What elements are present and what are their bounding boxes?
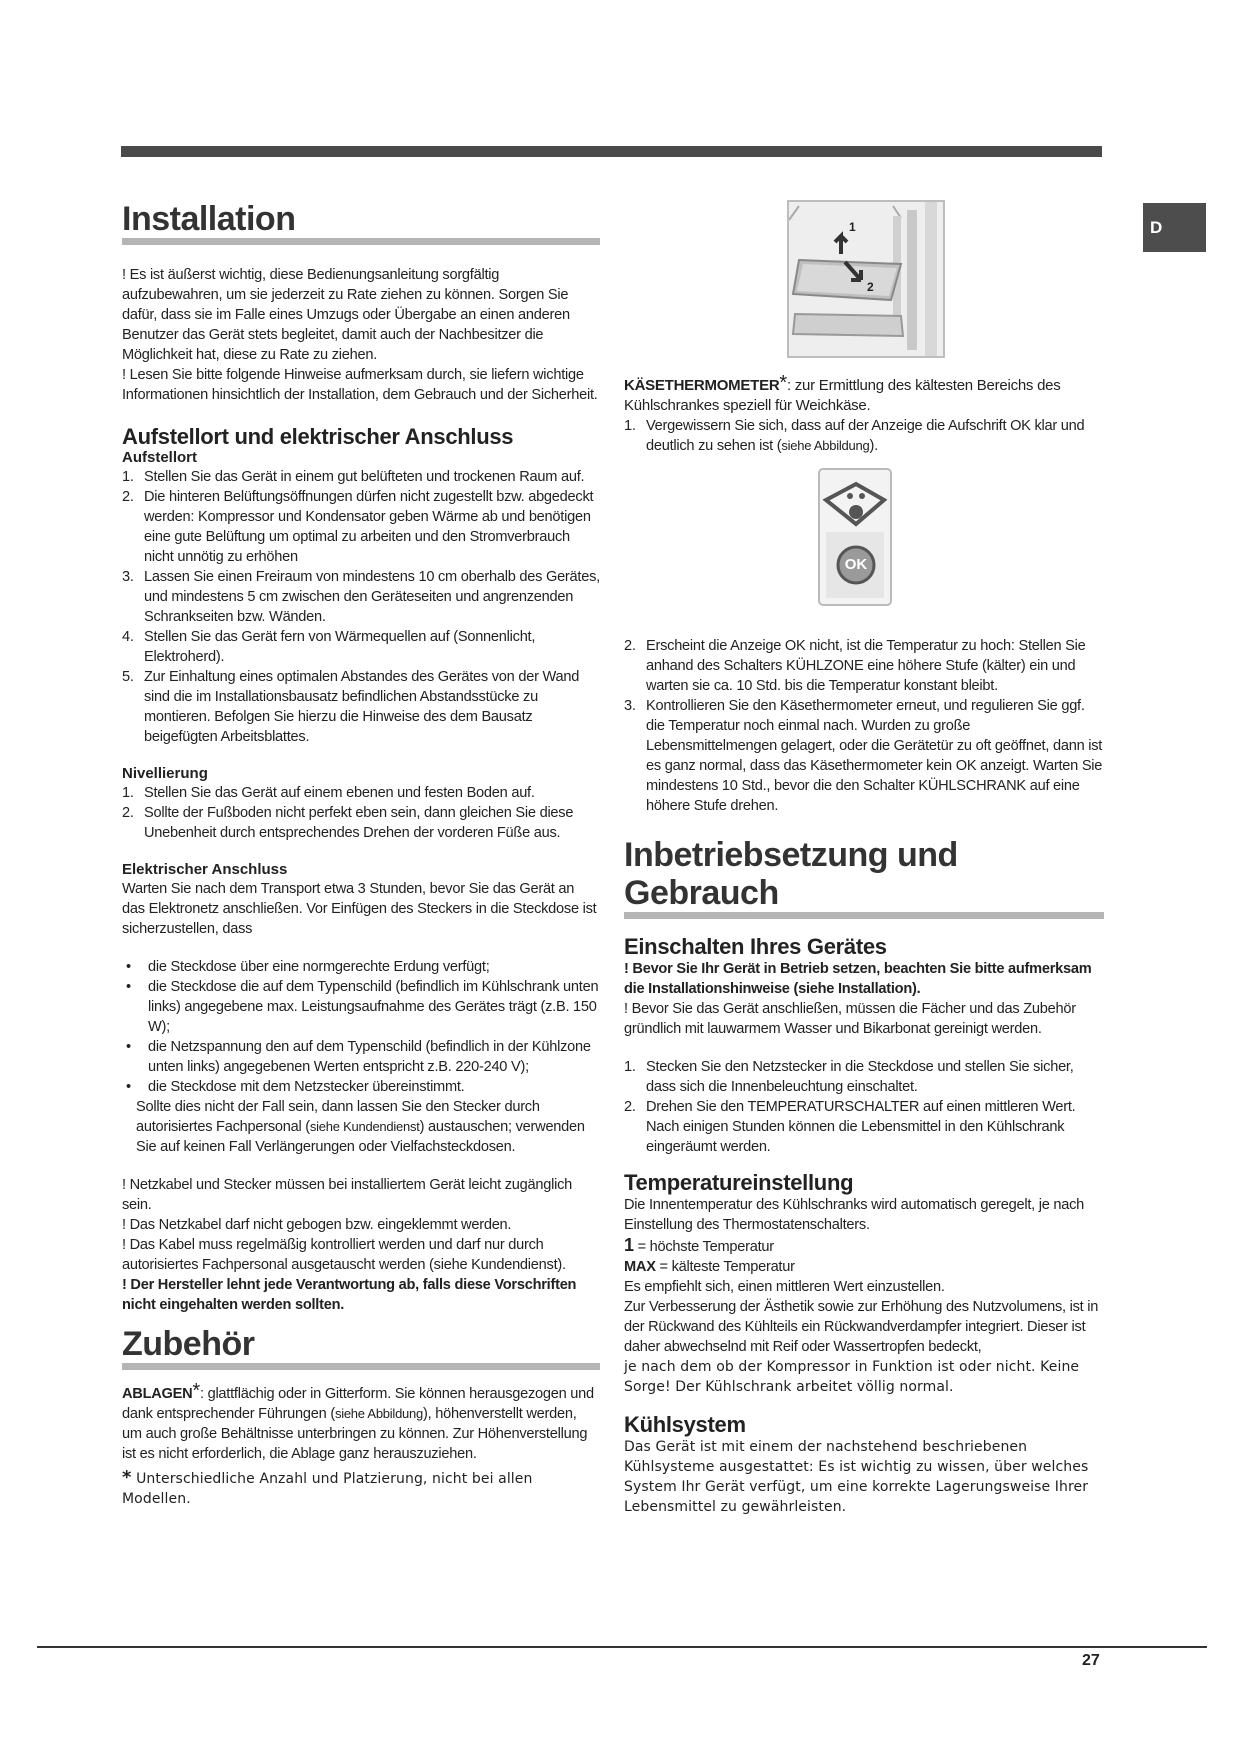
bullet-item: • die Steckdose über eine normgerechte Erdung verfügt; — [122, 957, 600, 977]
warning-text: ! Das Kabel muss regelmäßig kontrolliert werden und darf nur durch autorisiertes Fachpersonal ausgetauscht werden (siehe Kundendienst). — [122, 1237, 566, 1273]
temp-level-1: 1 = höchste Temperatur — [624, 1235, 774, 1255]
bullet-item: • die Steckdose mit dem Netzstecker übereinstimmt. — [122, 1077, 600, 1097]
einschalten-text: ! Bevor Sie das Gerät anschließen, müssen die Fächer und das Zubehör gründlich mit lauwarmem Wasser und Bikarbonat gereinigt werden. — [624, 1001, 1076, 1037]
kaese-list-1 — [624, 416, 1104, 456]
section-title-line: Gebrauch — [624, 874, 779, 912]
header-bar — [121, 146, 1102, 157]
section-title-inbetriebsetzung — [624, 836, 1104, 919]
thermometer-figure — [818, 468, 892, 606]
section-title-installation: Installation — [122, 200, 600, 245]
right-column — [624, 200, 1104, 1517]
ok-indicator-label: OK — [844, 556, 868, 573]
anschluss-bullets — [122, 957, 600, 1097]
list-item: 1. Stellen Sie das Gerät auf einem ebenen und festen Boden auf. — [122, 785, 535, 801]
nivellierung-list — [122, 783, 600, 843]
section-title-zubehoer: Zubehör — [122, 1325, 600, 1370]
footnote: * Unterschiedliche Anzahl und Platzierung, nicht bei allen Modellen. — [122, 1467, 533, 1507]
subheading-nivellierung: Nivellierung — [122, 765, 208, 782]
subheading-aufstellort: Aufstellort — [122, 449, 197, 466]
list-item: 2. Erscheint die Anzeige OK nicht, ist die Temperatur zu hoch: Stellen Sie anhand des Schalters KÜHLZONE eine höhere Stufe (kälter) ein und warten sie ca. 10 Std. bis die Temperatur konstant bleibt. — [624, 638, 1086, 694]
language-tab — [1143, 203, 1206, 252]
temp-text: Die Innentemperatur des Kühlschranks wird automatisch geregelt, je nach Einstellung des Thermostatenschalters. — [624, 1197, 1085, 1233]
shelf-figure — [787, 200, 945, 358]
page-number: 27 — [1082, 1652, 1100, 1669]
intro-paragraph: ! Es ist äußerst wichtig, diese Bedienungsanleitung sorgfältig aufzubewahren, um sie jederzeit zu Rate ziehen zu können. Sorgen Sie dafür, dass sie im Falle eines Umzugs oder Übergabe an einen anderen Benutzer das Gerät stets begleitet, damit auch der Nachbesitzer die Möglichkeit hat, diese zu Rate zu ziehen. — [122, 267, 570, 363]
intro-paragraph: ! Lesen Sie bitte folgende Hinweise aufmerksam durch, sie liefern wichtige Informationen hinsichtlich der Installation, dem Gebrauch und der Sicherheit. — [122, 367, 598, 403]
subheading-elektrischer-anschluss: Elektrischer Anschluss — [122, 861, 288, 878]
heading-einschalten: Einschalten Ihres Gerätes — [624, 934, 887, 959]
list-item: 1. Vergewissern Sie sich, dass auf der Anzeige die Aufschrift OK klar und deutlich zu sehen ist (siehe Abbildung). — [624, 418, 1085, 454]
bullet-item: • die Steckdose die auf dem Typenschild (befindlich im Kühlschrank unten links) angegebene max. Leistungsaufnahme des Gerätes trägt (z.B. 150 W); — [122, 977, 600, 1037]
heading-kuehlsystem: Kühlsystem — [624, 1412, 746, 1437]
stecker-text: Sollte dies nicht der Fall sein, dann lassen Sie den Stecker durch autorisiertes Fachpersonal (siehe Kundendienst) austauschen; verwenden Sie auf keinen Fall Verlängerungen oder Vielfachsteckdosen. — [136, 1099, 585, 1155]
language-tab-label: D — [1150, 217, 1163, 237]
section-title-line: Inbetriebsetzung und — [624, 836, 958, 874]
heading-temperatureinstellung: Temperatureinstellung — [624, 1170, 854, 1195]
abbildung-link[interactable]: siehe Abbildung — [781, 438, 870, 453]
kuehl-text: Das Gerät ist mit einem der nachstehend beschriebenen Kühlsysteme ausgestattet: Es ist wichtig zu wissen, über welches System Ihr Gerät verfügt, um eine korrekte Lagerungsweise Ihrer Lebensmittel zu gewährleisten. — [624, 1439, 1089, 1515]
figure-label: 1 — [849, 220, 856, 234]
ablagen-text: ABLAGEN*: glattflächig oder in Gitterform. Sie können herausgezogen und dank entsprechender Führungen (siehe Abbildung), höhenverstellt werden, um auch große Behältnisse unterbringen zu können. Zur Höhenverstellung ist es nicht erforderlich, die Ablage ganz herauszuziehen. — [122, 1380, 594, 1462]
warning-text: ! Das Netzkabel darf nicht gebogen bzw. eingeklemmt werden. — [122, 1217, 512, 1233]
temp-level-max: MAX = kälteste Temperatur — [624, 1259, 795, 1275]
shelf-illustration — [789, 202, 943, 356]
aufstellort-list — [122, 467, 600, 747]
thermometer-illustration — [818, 468, 892, 606]
einschalten-list — [624, 1057, 1104, 1157]
list-item: 5. Zur Einhaltung eines optimalen Abstandes des Gerätes von der Wand sind die im Installationsbausatz befindlichen Abstandsstücke zu montieren. Befolgen Sie hierzu die Hinweise des dem Bausatz beigefügten Arbeitsblattes. — [122, 669, 580, 745]
elektrisch-text: Warten Sie nach dem Transport etwa 3 Stunden, bevor Sie das Gerät an das Elektronetz anschließen. Vor Einfügen des Steckers in die Steckdose ist sicherzustellen, dass — [122, 881, 597, 937]
temp-more: Zur Verbesserung der Ästhetik sowie zur Erhöhung des Nutzvolumens, ist in der Rückwand des Kühlteils ein Rückwandverdampfer integriert. Dieser ist daher abwechselnd mit Reif oder Wassertropfen bedeckt, — [624, 1299, 1099, 1355]
temp-more: Es empfiehlt sich, einen mittleren Wert einzustellen. — [624, 1279, 945, 1295]
warning-bold: ! Der Hersteller lehnt jede Verantwortung ab, falls diese Vorschriften nicht eingehalten werden sollten. — [122, 1277, 577, 1313]
temp-more-2: je nach dem ob der Kompressor in Funktion ist oder nicht. Keine Sorge! Der Kühlschrank arbeitet völlig normal. — [624, 1359, 1080, 1395]
intro — [122, 265, 600, 405]
abbildung-link[interactable]: siehe Abbildung — [334, 1406, 423, 1421]
kaesethermometer-text: KÄSETHERMOMETER*: zur Ermittlung des kältesten Bereichs des Kühlschrankes speziell für Weichkäse. — [624, 372, 1061, 414]
einschalten-bold: ! Bevor Sie Ihr Gerät in Betrieb setzen, beachten Sie bitte aufmerksam die Installationshinweise (siehe Installation). — [624, 961, 1092, 997]
list-item: 3. Kontrollieren Sie den Käsethermometer erneut, und regulieren Sie ggf. die Temperatur noch einmal nach. Wurden zu große Lebensmittelmengen gelagert, oder die Gerätetür zu oft geöffnet, dann ist es ganz normal, dass das Käsethermometer kein OK anzeigt. Warten Sie mindestens 10 Std., bevor die den Schalter KÜHLSCHRANK auf eine höhere Stufe drehen. — [624, 698, 1103, 814]
list-item: 2. Die hinteren Belüftungsöffnungen dürfen nicht zugestellt bzw. abgedeckt werden: Kompressor und Kondensator geben Wärme ab und benötigen eine gute Belüftung um optimal zu arbeiten und den Stromverbrauch nicht unnötig zu erhöhen — [122, 489, 594, 565]
heading-aufstellort-anschluss: Aufstellort und elektrischer Anschluss — [122, 424, 514, 449]
warning-text: ! Netzkabel und Stecker müssen bei installiertem Gerät leicht zugänglich sein. — [122, 1177, 573, 1213]
list-item: 4. Stellen Sie das Gerät fern von Wärmequellen auf (Sonnenlicht, Elektroherd). — [122, 629, 536, 665]
kaese-list-2 — [624, 636, 1104, 816]
kundendienst-link[interactable]: siehe Kundendienst — [309, 1119, 420, 1134]
list-item: 1. Stecken Sie den Netzstecker in die Steckdose und stellen Sie sicher, dass sich die Innenbeleuchtung einschaltet. — [624, 1059, 1074, 1095]
list-item: 2. Sollte der Fußboden nicht perfekt eben sein, dann gleichen Sie diese Unebenheit durch entsprechendes Drehen der vorderen Füße aus. — [122, 805, 574, 841]
list-item: 2. Drehen Sie den TEMPERATURSCHALTER auf einen mittleren Wert. Nach einigen Stunden können die Lebensmittel in den Kühlschrank eingeräumt werden. — [624, 1099, 1076, 1155]
warnings — [122, 1175, 600, 1315]
bullet-item: • die Netzspannung den auf dem Typenschild (befindlich in der Kühlzone unten links) angegebenen Werten entspricht z.B. 220-240 V); — [122, 1037, 600, 1077]
list-item: 3. Lassen Sie einen Freiraum von mindestens 10 cm oberhalb des Gerätes, und mindestens 5 cm zwischen den Geräteseiten und angrenzenden Schrankseiten bzw. Wänden. — [122, 569, 600, 625]
footer-rule — [37, 1646, 1207, 1648]
list-item: 1. Stellen Sie das Gerät in einem gut belüfteten und trockenen Raum auf. — [122, 469, 585, 485]
left-column — [122, 200, 600, 1509]
figure-label: 2 — [867, 280, 874, 294]
